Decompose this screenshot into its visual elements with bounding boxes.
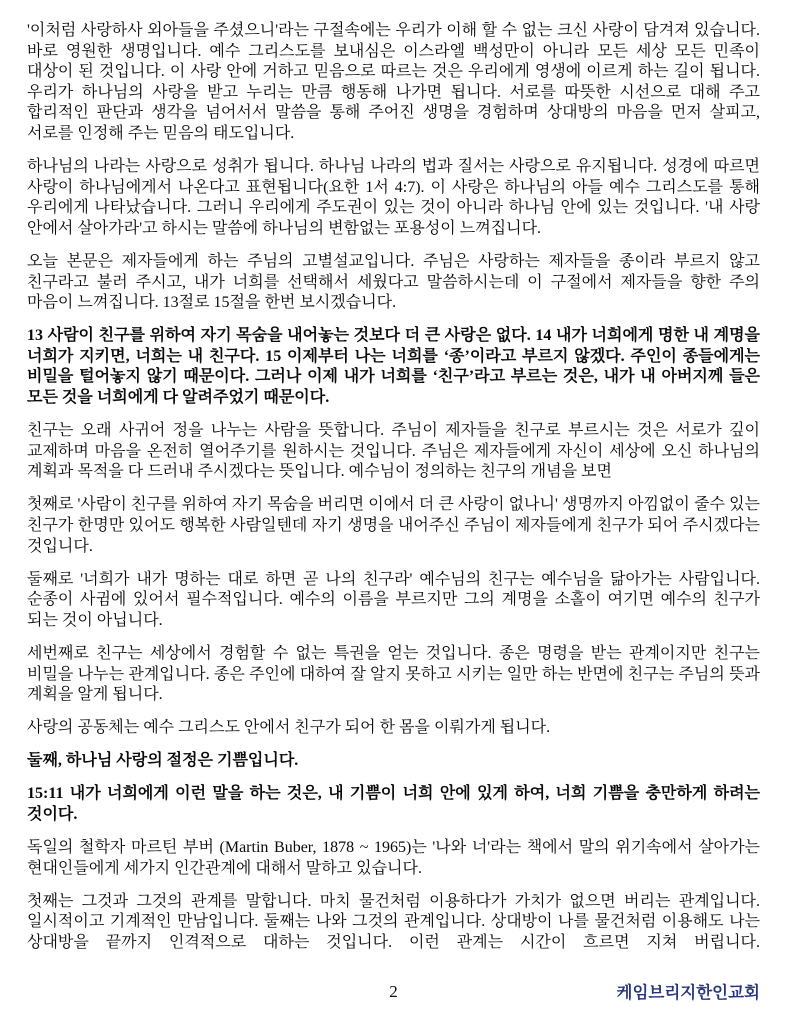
church-name: 케임브리지한인교회 bbox=[616, 983, 760, 1002]
paragraph-martin-buber: 독일의 철학자 마르틴 부버 (Martin Buber, 1878 ~ 1965)는 '나와 너'라는 책에서 말의 위기속에서 살아가는 현대인들에게 세가지 인간관계에 대해서 말하고 있습니다. bbox=[27, 839, 760, 877]
section-heading-joy: 둘째, 하나님 사랑의 절정은 기쁨입니다. bbox=[27, 752, 299, 770]
scripture-quote-john15-11: 15:11 내가 너희에게 이런 말을 하는 것은, 내 기쁨이 너희 안에 있게 하여, 너희 기쁨을 충만하게 하려는 것이다. bbox=[27, 785, 760, 823]
page-footer bbox=[27, 982, 760, 1006]
scripture-quote-john15-13-15: 13 사람이 친구를 위하여 자기 목숨을 내어놓는 것보다 더 큰 사랑은 없다. 14 내가 너희에게 명한 내 계명을 너희가 지키면, 너희는 내 친구다. 15 이제부터 나는 너희를 ‘종’이라고 부르지 않겠다. 주인이 종들에게는 비밀을 털어놓지 않기 때문이다. 그러나 이제 내가 너희를 ‘친구’라고 부르는 것은, 내가 내 아버지께 들은 모든 것을 너희에게 다 알려주었기 때문이다. bbox=[27, 327, 760, 406]
paragraph-three-relationships: 첫째는 그것과 그것의 관계를 말합니다. 마치 물건처럼 이용하다가 가치가 없으면 버리는 관계입니다. 일시적이고 기계적인 만남입니다. 둘째는 나와 그것의 관계입니다. 상대방이 나를 물건처럼 이용해도 나는 상대방을 끝까지 인격적으로 대하는 것입니다. 이런 관계는 시간이 흐르면 지쳐 버립니다. bbox=[27, 892, 760, 951]
paragraph-farewell-sermon: 오늘 본문은 제자들에게 하는 주님의 고별설교입니다. 주님은 사랑하는 제자들을 종이라 부르지 않고 친구라고 불러 주시고, 내가 너희를 선택해서 세웠다고 말씀하시는데 이 구절에서 제자들을 향한 주의 마음이 느껴집니다. 13절로 15절을 한번 보시겠습니다. bbox=[27, 252, 760, 312]
paragraph-first-point: 첫째로 '사람이 친구를 위하여 자기 목숨을 버리면 이에서 더 큰 사랑이 없나니' 생명까지 아낌없이 줄수 있는 친구가 한명만 있어도 행복한 사람일텐데 자기 생명을 내어주신 주님이 제자들에게 친구가 되어 주시겠다는 것입니다. bbox=[27, 496, 760, 555]
paragraph-friend-definition: 친구는 오래 사귀어 정을 나누는 사람을 뜻합니다. 주님이 제자들을 친구로 부르시는 것은 서로가 깊이 교제하며 마음을 온전히 열어주기를 원하시는 것입니다. 주님은 제자들에게 자신이 세상에 오신 하나님의 계획과 목적을 다 드러내 주시겠다는 뜻입니다. 예수님이 정의하는 친구의 개념을 보면 bbox=[27, 422, 760, 481]
page-number: 2 bbox=[389, 982, 398, 1001]
sermon-body bbox=[27, 21, 760, 954]
paragraph-intro-love: '이처럼 사랑하사 외아들을 주셨으니'라는 구절속에는 우리가 이해 할 수 없는 크신 사랑이 담겨져 있습니다. 바로 영원한 생명입니다. 예수 그리스도를 보내심은 이스라엘 백성만이 아니라 모든 세상 모든 민족이 대상이 된 것입니다. 이 사랑 안에 거하고 믿음으로 따르는 것은 우리에게 영생에 이르게 하는 길이 됩니다. 우리가 하나님의 사랑을 받고 누리는 만큼 행동해 나가면 됩니다. 서로를 따뜻한 시선으로 대해 주고 합리적인 판단과 생각을 넘어서서 말씀을 통해 주어진 생명을 경험하며 상대방의 마음을 먼저 살피고, 서로를 인정해 주는 믿음의 태도입니다. bbox=[27, 22, 760, 142]
paragraph-second-point: 둘째로 '너희가 내가 명하는 대로 하면 곧 나의 친구라' 예수님의 친구는 예수님을 닮아가는 사람입니다. 순종이 사귐에 있어서 필수적입니다. 예수의 이름을 부르지만 그의 계명을 소홀이 여기면 예수의 친구가 되는 것이 아닙니다. bbox=[27, 570, 760, 629]
paragraph-kingdom-of-god: 하나님의 나라는 사랑으로 성취가 됩니다. 하나님 나라의 법과 질서는 사랑으로 유지됩니다. 성경에 따르면 사랑이 하나님에게서 나온다고 표현됩니다(요한 1서 4:7). 이 사랑은 하나님의 아들 예수 그리스도를 통해 우리에게 나타났습니다. 그러니 우리에게 주도권이 있는 것이 아니라 하나님 안에 있는 것입니다. '내 사랑 안에서 살아가라'고 하시는 말씀에 하나님의 변함없는 포용성이 느껴집니다. bbox=[27, 158, 760, 237]
paragraph-third-point: 세번째로 친구는 세상에서 경험할 수 없는 특권을 얻는 것입니다. 종은 명령을 받는 관계이지만 친구는 비밀을 나누는 관계입니다. 종은 주인에 대하여 잘 알지 못하고 시키는 일만 하는 반면에 친구는 주님의 뜻과 계획을 알게 됩니다. bbox=[27, 644, 760, 704]
paragraph-love-community: 사랑의 공동체는 예수 그리스도 안에서 친구가 되어 한 몸을 이뤄가게 됩니다. bbox=[27, 719, 551, 737]
